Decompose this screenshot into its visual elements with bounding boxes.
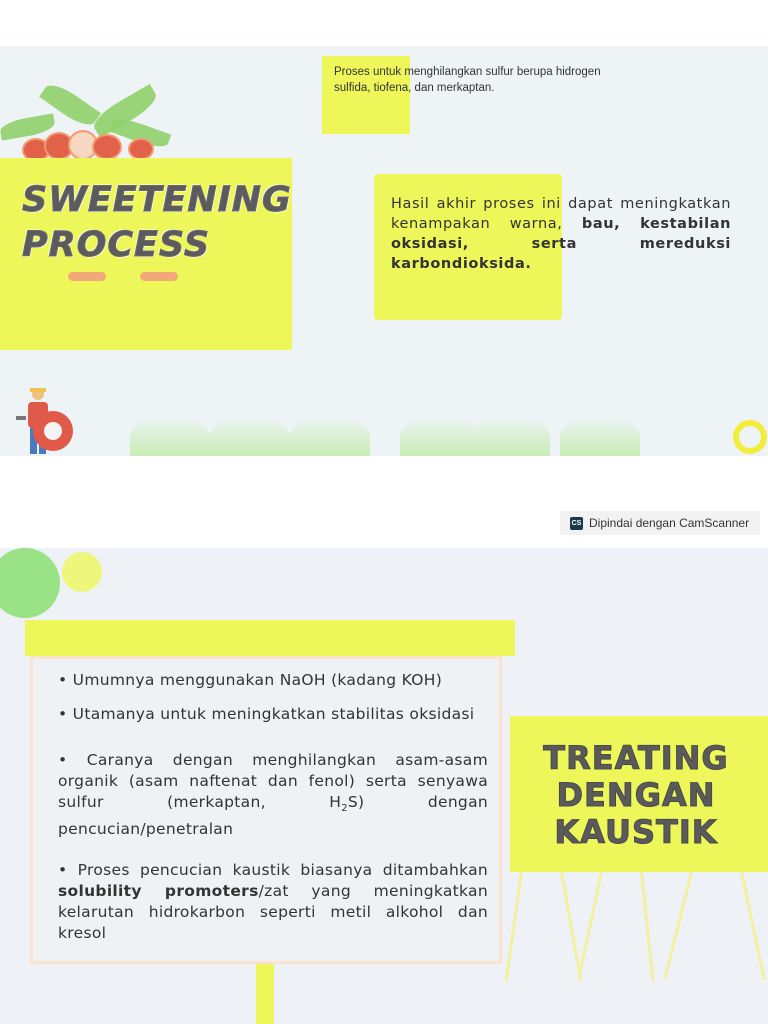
bullet-4-bold: solubility promoters — [58, 882, 259, 901]
bullet-item-2: • Utamanya untuk meningkatkan stabilitas oksidasi — [58, 705, 475, 723]
bullet-3-subscript: 2 — [341, 803, 348, 815]
slide-title — [22, 178, 292, 268]
ring-decoration — [733, 420, 767, 454]
slide-title — [536, 740, 736, 851]
result-note-bold: bau, kestabilan oksidasi, serta mereduksi karbondioksida. — [391, 216, 731, 272]
signpost-stick — [256, 964, 274, 1024]
green-blob-decoration — [0, 548, 60, 618]
bullet-item-3 — [58, 750, 488, 840]
bullet-item-1: • Umumnya menggunakan NaOH (kadang KOH) — [58, 671, 443, 689]
definition-note: Proses untuk menghilangkan sulfur berupa hidrogen sulfida, tiofena, dan merkaptan. — [334, 66, 601, 94]
camscanner-label: Dipindai dengan CamScanner — [589, 516, 750, 530]
bullet-3-text-end: S) dengan pencucian/penetralan — [58, 793, 488, 839]
bullet-list — [58, 670, 488, 957]
slide-treating-kaustik — [0, 548, 768, 1024]
bullet-4-text-end: /zat yang meningkatkan kelarutan hidrokarbon seperti metil alkohol dan kresol — [58, 882, 488, 943]
card-header-bar — [25, 620, 515, 656]
camscanner-logo-icon: CS — [570, 517, 583, 530]
bullet-item-4 — [58, 860, 488, 944]
title-line-1: TREATING — [543, 739, 729, 777]
yellow-blob-decoration — [62, 552, 102, 592]
title-line-2: PROCESS — [22, 225, 211, 265]
bullet-4-text: • Proses pencucian kaustik biasanya ditambahkan — [58, 861, 488, 880]
result-note — [391, 194, 731, 274]
title-line-3: KAUSTIK — [554, 813, 718, 851]
result-note-normal: Hasil akhir proses ini dapat meningkatkan kenampakan warna, — [391, 196, 731, 232]
camscanner-watermark — [560, 511, 760, 535]
title-line-1: SWEETENING — [22, 180, 292, 220]
wheel-illustration — [28, 406, 78, 456]
decorative-dash — [68, 272, 106, 281]
bullet-3-text: • Caranya dengan menghilangkan asam-asam organik (asam naftenat dan fenol) serta senyawa sulfur (merkaptan, H — [58, 751, 488, 811]
decorative-dash — [140, 272, 178, 281]
slide-sweetening-process — [0, 46, 768, 456]
title-line-2: DENGAN — [556, 776, 716, 814]
